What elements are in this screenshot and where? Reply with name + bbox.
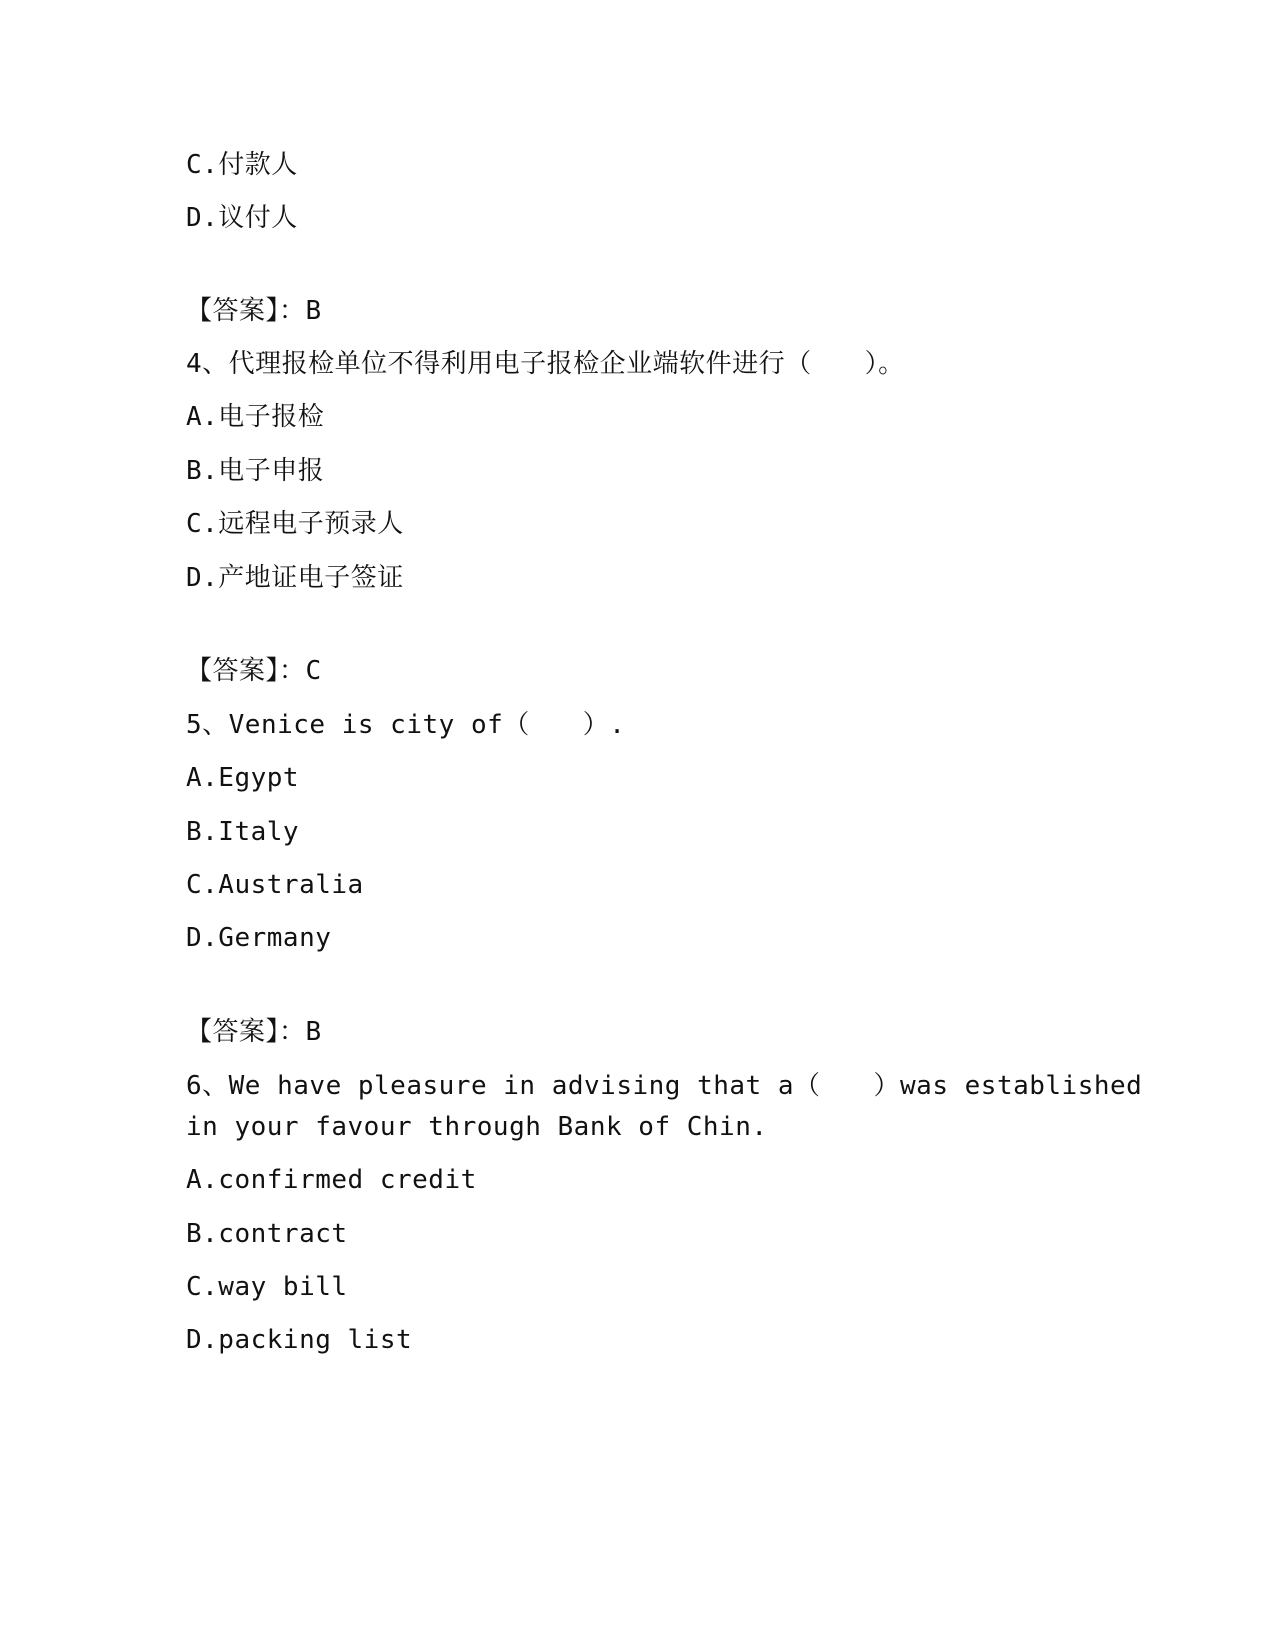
q4-option-b: B.电子申报 — [186, 456, 325, 486]
q4-option-d: D.产地证电子签证 — [186, 563, 404, 593]
q3-option-d: D.议付人 — [186, 203, 298, 233]
q6-option-a: A.confirmed credit — [186, 1165, 477, 1195]
q6-option-c: C.way bill — [186, 1272, 348, 1302]
q4-option-c: C.远程电子预录人 — [186, 509, 404, 539]
q4-answer: 【答案】：C — [186, 656, 322, 686]
q6-option-b: B.contract — [186, 1219, 348, 1249]
q6-option-d: D.packing list — [186, 1325, 413, 1355]
q5-option-d: D.Germany — [186, 923, 332, 953]
q5-question: 5、Venice is city of（ ）. — [186, 710, 626, 740]
q5-option-c: C.Australia — [186, 870, 364, 900]
q5-option-a: A.Egypt — [186, 763, 300, 793]
q3-answer: 【答案】：B — [186, 296, 322, 326]
q5-option-b: B.Italy — [186, 817, 300, 847]
q5-answer: 【答案】：B — [186, 1017, 322, 1047]
q6-question-line1: 6、We have pleasure in advising that a（ ）was established — [186, 1071, 1143, 1101]
q4-option-a: A.电子报检 — [186, 402, 325, 432]
q3-option-c: C.付款人 — [186, 150, 298, 180]
q6-question-line2: in your favour through Bank of Chin. — [186, 1112, 768, 1142]
q4-question: 4、代理报检单位不得利用电子报检企业端软件进行（ ）。 — [186, 349, 905, 379]
